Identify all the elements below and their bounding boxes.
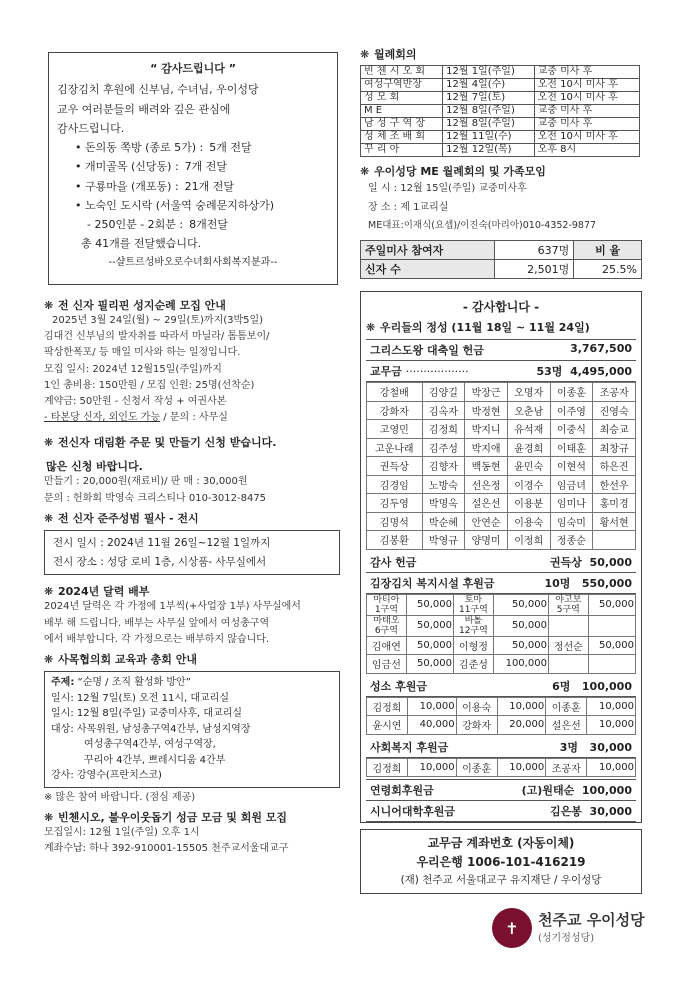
table-cell: 고운나래 [367, 438, 423, 457]
rate-label: 비 율 [574, 241, 642, 260]
exhibit-line: 전시 일시 : 2024년 11월 26일~12월 1일까지 [53, 536, 271, 549]
table-cell: 오후 8시 [534, 144, 639, 157]
table-cell: 이정희 [507, 531, 550, 550]
greece-offering-row: 그리스도왕 대축일 헌금 3,767,500 [366, 339, 636, 361]
yeonryeong-row: 연령회후원금 (고)원태순 100,000 [366, 779, 636, 801]
table-cell: 이용숙 [456, 697, 497, 716]
table-cell: 오명자 [507, 383, 550, 402]
table-cell [548, 655, 588, 674]
table-cell: 오전 10시 미사 후 [534, 92, 639, 105]
table-row [367, 494, 636, 513]
table-row [367, 457, 636, 476]
left-column [44, 52, 344, 857]
vincent-line: 모집일시: 12월 1일(주일) 오후 1시 [44, 826, 200, 838]
council-lecturer: 강사: 강영수(프란치스코) [51, 770, 162, 782]
table-cell: 50,000 [406, 636, 453, 655]
pilgrimage-title: ❋ 전 신자 필리핀 성지순례 모집 안내 [44, 299, 226, 312]
table-cell: 오전 10시 미사 후 [534, 79, 639, 92]
table-cell: 100,000 [493, 655, 548, 674]
table-cell: 윤민숙 [507, 457, 550, 476]
welfare-table [366, 758, 636, 778]
table-cell: 임금녀 [550, 475, 593, 494]
council-line: 여성총구역4간부, 여성구역장, [84, 739, 216, 751]
table-cell: 김향자 [422, 457, 465, 476]
meetings-title: ❋ 월례회의 [360, 48, 417, 61]
calendar-line: 2024년 달력은 각 가정에 1부씩(+사업장 1부) 사무실에서 [44, 601, 301, 613]
table-cell: 최승교 [593, 420, 636, 439]
calendar-line: 배부 해 드립니다. 배부는 사무실 앞에서 여성총구역 [44, 617, 270, 629]
bullet-mark-icon: ❋ [44, 299, 54, 312]
me-line: 장 소 : 제 1교리실 [368, 202, 449, 213]
table-row [367, 512, 636, 531]
logo-sub: (성기정성당) [538, 932, 595, 944]
thanks-item: • 구룡마을 (개포동) : 21개 전달 [75, 179, 235, 193]
vincent-line: 계좌수납: 하나 392-910001-15505 천주교서울대교구 [44, 842, 289, 854]
table-cell: 50,000 [406, 655, 453, 674]
thanks-line: 김장김치 후원에 신부님, 수녀님, 우이성당 [57, 83, 259, 97]
thanks-notice [48, 52, 338, 285]
account-number: 우리은행 1006-101-416219 [416, 855, 586, 870]
table-cell: 김봉환 [367, 531, 423, 550]
table-cell: 교중 미사 후 [534, 105, 639, 118]
table-cell: 조공자 [593, 383, 636, 402]
table-cell: 12월 4일(수) [443, 79, 534, 92]
account-owner: (재) 천주교 서울대교구 유지재단 / 우이성당 [400, 874, 602, 887]
bullet-mark-icon: ❋ [360, 48, 370, 61]
table-cell: 박지니 [465, 420, 508, 439]
table-row [367, 615, 636, 636]
table-cell: 바톨 12구역 [454, 615, 494, 636]
sungso-table [366, 697, 636, 735]
table-cell: 50,000 [588, 594, 635, 615]
table-cell: 김정희 [367, 697, 408, 716]
table-cell: 이종훈 [456, 758, 497, 777]
table-cell: 마태오 6구역 [367, 615, 407, 636]
me-line: 일 시 : 12월 15일(주일) 교중미사후 [368, 183, 527, 194]
table-cell: 박순혜 [422, 512, 465, 531]
table-cell: 임미나 [550, 494, 593, 513]
table-cell: 김명석 [367, 512, 423, 531]
table-cell: 박지애 [465, 438, 508, 457]
table-cell: 남 성 구 역 장 [361, 118, 443, 131]
kimchi-row: 김장김치 복지시설 후원금 10명 550,000 [366, 573, 636, 594]
logo-name: 천주교 우이성당 [538, 911, 645, 930]
mass-stats-table [360, 240, 642, 279]
pilgrimage-line: - 타본당 신자, 외인도 가능 / 문의 : 사무실 [44, 412, 228, 424]
kyomu-names-table [366, 382, 636, 550]
thanks-line: 감사드립니다. [57, 121, 125, 135]
table-cell: 김준성 [454, 655, 494, 674]
table-cell: 진영숙 [593, 401, 636, 420]
table-cell: 오춘남 [507, 401, 550, 420]
donations-title: - 감사합니다 - [462, 300, 540, 315]
calendar-line: 에서 배부합니다. 각 가정으로는 배부하지 않습니다. [44, 633, 270, 645]
meeting-row [361, 144, 640, 157]
table-cell: 유석재 [507, 420, 550, 439]
bullet-mark-icon: ❋ [44, 810, 54, 824]
table-row [367, 475, 636, 494]
table-cell: 선은정 [465, 475, 508, 494]
rate-value: 25.5% [574, 260, 642, 279]
thanks-line: 교우 여러분들의 배려와 깊은 관심에 [57, 102, 231, 116]
table-cell [588, 655, 635, 674]
table-cell: 여성구역반장 [361, 79, 443, 92]
table-cell: 50,000 [493, 615, 548, 636]
table-cell: 고영민 [367, 420, 423, 439]
table-cell: 박정현 [465, 401, 508, 420]
table-cell: 설은선 [546, 716, 587, 735]
table-cell: 설은선 [465, 494, 508, 513]
members-label: 신자 수 [361, 260, 495, 279]
table-cell: 강화자 [456, 716, 497, 735]
council-line: 대상: 사목위원, 남성총구역4간부, 남성지역장 [51, 723, 251, 735]
table-cell: 이중식 [550, 420, 593, 439]
pilgrimage-line: 2025년 3월 24일(월) ~ 29일(토)까지(3박5일) [52, 315, 264, 326]
table-row [367, 758, 636, 777]
table-cell: M E [361, 105, 443, 118]
parish-logo [492, 908, 645, 948]
table-cell: 김경임 [367, 475, 423, 494]
table-cell: 꾸 리 아 [361, 144, 443, 157]
meeting-row [361, 118, 640, 131]
thanks-item: • 노숙인 도시락 (서울역 숭례문지하상가) [75, 198, 275, 212]
table-cell: 50,000 [406, 615, 453, 636]
table-cell: 50,000 [588, 636, 635, 655]
members-value: 2,501명 [495, 260, 574, 279]
table-row [367, 636, 636, 655]
table-cell: 20,000 [497, 716, 546, 735]
table-cell: 야고보 5구역 [548, 594, 588, 615]
table-cell: 오전 10시 미사 후 [534, 131, 639, 144]
pilgrimage-line: 팍상한폭포/ 등 매일 미사와 하는 일정입니다. [44, 347, 241, 359]
table-cell: 박명옥 [422, 494, 465, 513]
bullet-mark-icon: ❋ [44, 653, 54, 667]
attendance-value: 637명 [495, 241, 574, 260]
table-cell: 김두영 [367, 494, 423, 513]
table-cell: 50,000 [493, 594, 548, 615]
pilgrimage-line: 모집 일시: 2024년 12월15일(주일)까지 [44, 363, 222, 375]
meeting-row [361, 105, 640, 118]
exhibit-box [44, 530, 340, 576]
table-row [367, 531, 636, 550]
table-cell: 강화자 [367, 401, 423, 420]
table-cell: 이현석 [550, 457, 593, 476]
donations-period: ❋ 우리들의 정성 (11월 18일 ~ 11월 24일) [366, 321, 590, 335]
council-note: ※ 많은 참여 바랍니다. (점심 제공) [44, 791, 196, 803]
table-cell [548, 615, 588, 636]
table-cell [588, 615, 635, 636]
bullet-mark-icon: ❋ [360, 165, 370, 178]
bullet-mark-icon: ❋ [366, 321, 376, 335]
table-cell: 교중 미사 후 [534, 118, 639, 131]
table-cell: 12월 7일(토) [443, 92, 534, 105]
table-cell: 12월 8일(주일) [443, 105, 534, 118]
table-cell: 임금선 [367, 655, 407, 674]
meeting-row [361, 66, 640, 79]
council-box [44, 671, 340, 788]
table-cell: 교중 미사 후 [534, 66, 639, 79]
table-row [367, 594, 636, 615]
table-cell: 10,000 [587, 697, 636, 716]
table-row [367, 716, 636, 735]
table-cell: 박영규 [422, 531, 465, 550]
council-line: 꾸리아 4간부, 쁘레시디움 4간부 [84, 754, 226, 766]
thanks-item: • 개미골목 (신당동) : 7개 전달 [75, 160, 228, 174]
bullet-mark-icon: ❋ [44, 436, 54, 450]
table-cell: 한선우 [593, 475, 636, 494]
table-cell: 하은진 [593, 457, 636, 476]
church-emblem-icon: ✝ [492, 908, 532, 948]
pilgrimage-line: 김대건 신부님의 발자취를 따라서 마닐라/ 톰톰보이/ [44, 331, 270, 343]
council-line: 일시: 12월 8일(주일) 교중미사후, 대교리실 [51, 708, 243, 720]
calendar-title: ❋ 2024년 달력 배부 [44, 585, 150, 599]
table-cell: 양명미 [465, 531, 508, 550]
table-cell: 10,000 [407, 697, 456, 716]
table-cell: 50,000 [493, 636, 548, 655]
table-cell: 윤시연 [367, 716, 408, 735]
table-cell: 12월 8일(주일) [443, 118, 534, 131]
table-cell: 성 체 조 배 회 [361, 131, 443, 144]
me-line: ME대표:이재식(요셉)/이진숙(마리아)010-4352-9877 [368, 220, 597, 231]
pilgrimage-line: 1인 총비용: 150만원 / 모집 인원: 25명(선착순) [44, 379, 255, 391]
table-cell: 이용분 [507, 494, 550, 513]
table-cell: 최창규 [593, 438, 636, 457]
table-cell: 10,000 [587, 716, 636, 735]
table-cell: 안연순 [465, 512, 508, 531]
advent-wreath-title: ❋ 전신자 대림환 주문 및 만들기 신청 받습니다. [44, 436, 277, 450]
table-cell: 김양길 [422, 383, 465, 402]
table-cell: 12월 12일(목) [443, 144, 534, 157]
meetings-table [360, 65, 640, 157]
table-cell: 12월 11일(수) [443, 131, 534, 144]
table-cell: 백동현 [465, 457, 508, 476]
table-cell: 이종훈 [550, 383, 593, 402]
table-cell: 10,000 [497, 697, 546, 716]
table-cell: 홍미경 [593, 494, 636, 513]
table-cell: 이경수 [507, 475, 550, 494]
table-row [367, 420, 636, 439]
bullet-mark-icon: ❋ [44, 511, 54, 525]
table-cell: 정종순 [550, 531, 593, 550]
table-cell: 노방숙 [422, 475, 465, 494]
senior-row: 시니어대학후원금 김은봉 30,000 [366, 801, 636, 822]
right-column [360, 46, 640, 894]
kimchi-table [366, 594, 636, 674]
table-cell: 이용숙 [507, 512, 550, 531]
table-row [367, 401, 636, 420]
attendance-label: 주일미사 참여자 [361, 241, 495, 260]
meeting-row [361, 92, 640, 105]
account-title: 교무금 계좌번호 (자동이체) [427, 836, 575, 851]
council-line: 일시: 12월 7일(토) 오전 11시, 대교리실 [51, 692, 229, 704]
table-cell: 김주성 [422, 438, 465, 457]
table-cell: 조공자 [546, 758, 587, 777]
table-cell: 이형정 [454, 636, 494, 655]
table-cell: 10,000 [497, 758, 546, 777]
thanks-item: • 돈의동 쪽방 (종로 5가) : 5개 전달 [75, 141, 252, 154]
table-cell: 김애연 [367, 636, 407, 655]
exhibit-title: ❋ 전 신자 준주성범 필사 - 전시 [44, 511, 199, 525]
table-cell: 정선순 [548, 636, 588, 655]
table-cell: 권득상 [367, 457, 423, 476]
table-cell: 10,000 [407, 758, 456, 777]
sungso-row: 성소 후원금 6명 100,000 [366, 676, 636, 697]
table-row [367, 438, 636, 457]
table-cell: 이태훈 [550, 438, 593, 457]
table-cell: 황서현 [593, 512, 636, 531]
table-cell: 김정희 [367, 758, 408, 777]
thanks-signature: --샬트르성바오로수녀회사회복지분과-- [108, 256, 278, 268]
table-row [367, 655, 636, 674]
table-row [367, 697, 636, 716]
table-cell: 50,000 [406, 594, 453, 615]
table-cell: 마티아 1구역 [367, 594, 407, 615]
table-row [367, 383, 636, 402]
account-box [360, 829, 642, 894]
table-cell: 40,000 [407, 716, 456, 735]
thanks-item: - 250인분 - 2회분 : 8개전달 [87, 218, 229, 231]
advent-wreath-sub: 많은 신청 바랍니다. [46, 460, 143, 474]
council-title: ❋ 사목협의회 교육과 총회 안내 [44, 653, 197, 667]
me-title: ❋ 우이성당 ME 월례회의 및 가족모임 [360, 165, 546, 178]
kyomu-row: 교무금 ·················· 53명 4,495,000 [366, 361, 636, 382]
welfare-row: 사회복지 후원금 3명 30,000 [366, 737, 636, 758]
council-theme: 주제: “순명 / 조직 활성화 방안” [51, 677, 191, 689]
table-cell: 토마 11구역 [454, 594, 494, 615]
vincent-title: ❋ 빈첸시오, 불우이웃돕기 성금 모금 및 회원 모집 [44, 810, 288, 824]
pilgrimage-line: 계약금: 50만원 - 신청서 작성 + 여권사본 [44, 395, 227, 407]
thanks-total: 총 41개를 전달했습니다. [81, 237, 202, 251]
advent-wreath-line: 문의 : 헌화회 박영숙 크리스티나 010-3012-8475 [44, 492, 267, 504]
meeting-row [361, 79, 640, 92]
table-cell: 이종훈 [546, 697, 587, 716]
thanks-offering-row: 감사 헌금 권득상 50,000 [366, 552, 636, 573]
advent-wreath-line: 만들기 : 20,000원(재료비)/ 판 매 : 30,000원 [44, 476, 248, 488]
donations-box [360, 291, 642, 823]
table-cell: 성 모 회 [361, 92, 443, 105]
table-cell: 강철배 [367, 383, 423, 402]
table-cell: 김옥자 [422, 401, 465, 420]
table-cell: 12월 1일(주일) [443, 66, 534, 79]
exhibit-line: 전시 장소 : 성당 로비 1층, 시상품- 사무실에서 [53, 555, 267, 568]
meeting-row [361, 131, 640, 144]
thanks-title: “ 감사드립니다 ” [150, 62, 236, 75]
bullet-mark-icon: ❋ [44, 585, 54, 599]
table-cell: 김정희 [422, 420, 465, 439]
table-cell: 이주영 [550, 401, 593, 420]
table-cell: 임숙미 [550, 512, 593, 531]
table-cell: 윤경희 [507, 438, 550, 457]
table-cell [593, 531, 636, 550]
table-cell: 10,000 [587, 758, 636, 777]
table-cell: 박장근 [465, 383, 508, 402]
table-cell: 빈 첸 시 오 회 [361, 66, 443, 79]
